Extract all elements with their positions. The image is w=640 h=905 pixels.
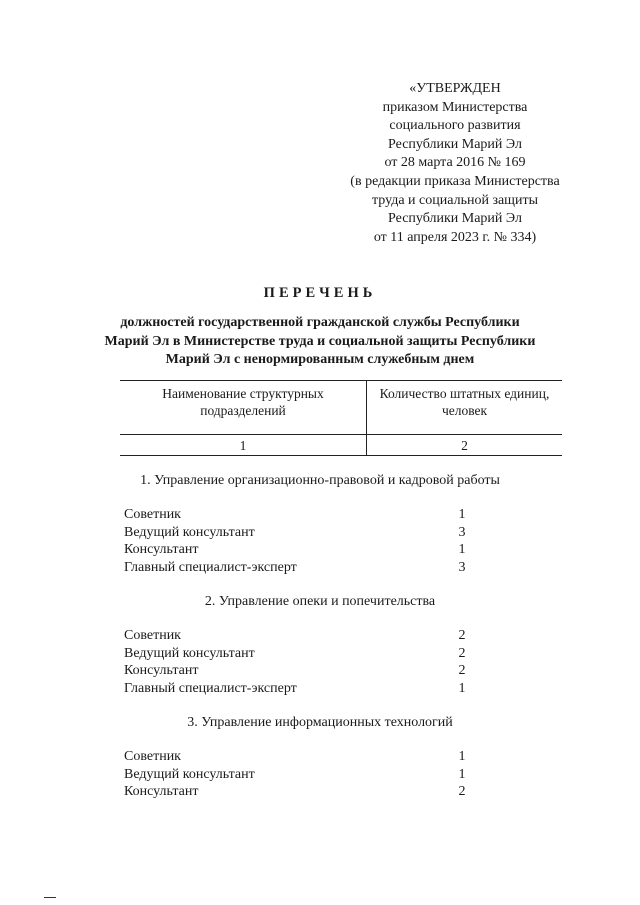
list-item <box>124 645 470 663</box>
position-name: Главный специалист-эксперт <box>124 559 297 575</box>
approval-line: от 11 апреля 2023 г. № 334) <box>373 229 537 245</box>
list-item <box>124 627 470 645</box>
column-header-staff-count <box>367 385 562 419</box>
list-item <box>124 662 470 680</box>
position-count: 3 <box>458 524 466 540</box>
approval-line: от 28 марта 2016 № 169 <box>384 155 526 171</box>
position-name: Советник <box>124 507 181 522</box>
position-count: 3 <box>458 559 466 575</box>
approval-block <box>330 80 580 247</box>
column-number-2: 2 <box>461 438 468 453</box>
table-bottom-border <box>120 455 562 456</box>
column-number-1: 1 <box>239 438 247 453</box>
section-heading: 1. Управление организационно-правовой и кадровой работы <box>140 473 500 488</box>
position-count: 1 <box>458 542 466 557</box>
section-heading: 2. Управление опеки и попечительства <box>204 594 436 609</box>
section-rows <box>124 748 470 801</box>
position-name: Консультант <box>124 663 199 678</box>
section-rows <box>124 627 470 697</box>
position-name: Ведущий консультант <box>124 766 255 782</box>
section-heading: 3. Управление информационных технологий <box>187 715 453 730</box>
list-item <box>124 680 470 698</box>
list-item <box>124 524 470 542</box>
approval-line: Республики Марий Эл <box>388 136 522 152</box>
page-edge-mark <box>44 897 56 898</box>
approval-line: приказом Министерства <box>382 99 528 115</box>
header-text: Наименование структурных <box>162 386 324 401</box>
position-name: Советник <box>124 628 181 643</box>
position-count: 1 <box>458 749 466 764</box>
subtitle-line: Марий Эл в Министерстве труда и социальной защиты Республики <box>104 333 536 349</box>
position-count: 2 <box>458 628 466 643</box>
subtitle-line: должностей государственной гражданской службы Республики <box>120 315 520 330</box>
approval-line: «УТВЕРЖДЕН <box>409 81 501 96</box>
position-count: 2 <box>458 645 466 661</box>
list-item <box>124 748 470 766</box>
position-name: Ведущий консультант <box>124 524 255 540</box>
table-header <box>120 378 562 458</box>
table-top-border <box>120 380 562 381</box>
position-count: 1 <box>458 507 466 522</box>
position-count: 2 <box>458 784 466 799</box>
position-name: Ведущий консультант <box>124 645 255 661</box>
document-title: ПЕРЕЧЕНЬ <box>263 285 377 301</box>
position-count: 1 <box>458 680 466 696</box>
header-text: Количество штатных единиц, <box>379 386 550 401</box>
header-text: человек <box>441 403 488 418</box>
list-item <box>124 766 470 784</box>
position-count: 2 <box>458 663 466 678</box>
approval-line: социального развития <box>389 118 521 134</box>
subtitle-line: Марий Эл с ненормированным служебным днем <box>165 352 475 368</box>
list-item <box>124 783 470 801</box>
position-name: Советник <box>124 749 181 764</box>
section-rows <box>124 506 470 576</box>
approval-line: Республики Марий Эл <box>388 211 522 227</box>
list-item <box>124 559 470 577</box>
position-name: Консультант <box>124 542 199 557</box>
approval-line: (в редакции приказа Министерства <box>350 173 560 189</box>
list-item <box>124 541 470 559</box>
table-mid-border <box>120 434 562 435</box>
position-count: 1 <box>458 766 466 782</box>
document-subtitle <box>0 314 640 370</box>
list-item <box>124 506 470 524</box>
position-name: Консультант <box>124 784 199 799</box>
column-header-subdivisions <box>120 385 366 419</box>
header-text: подразделений <box>200 403 286 418</box>
position-name: Главный специалист-эксперт <box>124 680 297 696</box>
approval-line: труда и социальной защиты <box>372 192 538 208</box>
